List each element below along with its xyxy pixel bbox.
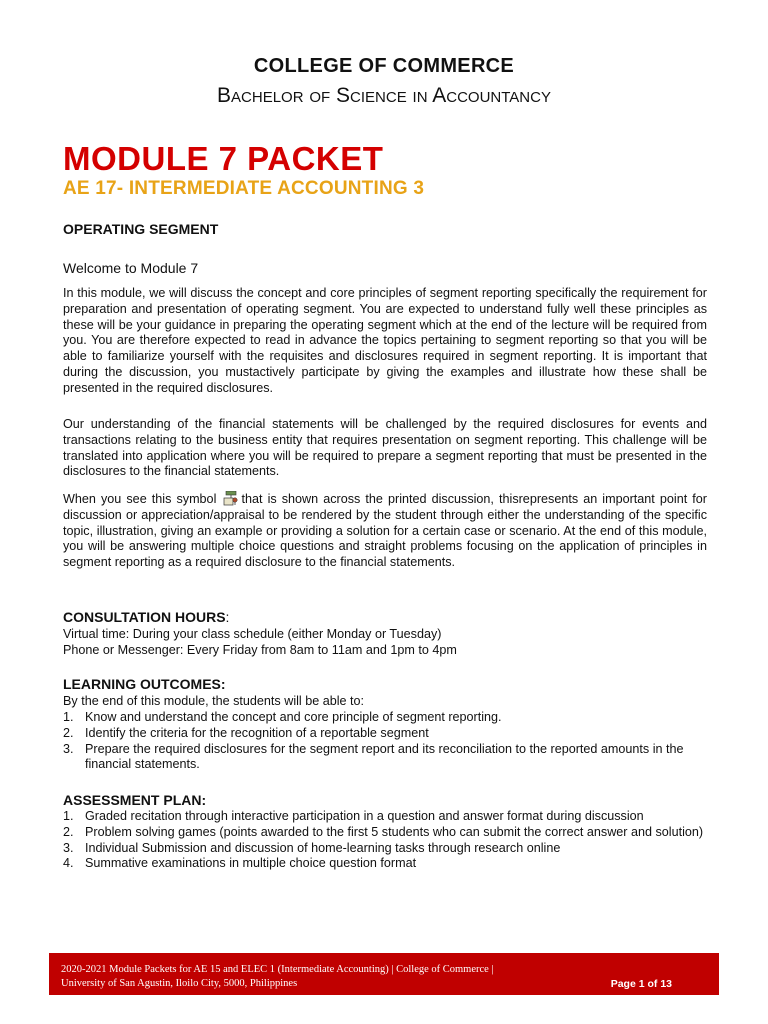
- learning-outcomes-list: [63, 710, 713, 773]
- list-text: Graded recitation through interactive participation in a question and answer format during discussion: [85, 809, 644, 823]
- topic-heading: OPERATING SEGMENT: [63, 221, 219, 237]
- list-item: [63, 710, 713, 726]
- footer-line-2: University of San Agustin, Iloilo City, 5000, Philippines: [61, 978, 298, 989]
- symbol-paragraph-rest: that is shown across the printed discussion, thisrepresents an important point for discussion or appreciation/appraisal to be rendered by the student through either the understanding of the specific topic, illustration, giving an example or providing a solution for a certain case or scenario. At the end of this module, you will be answering multiple choice questions and straight problems focusing on the application of principles in segment reporting as a required disclosure to the financial statements.: [63, 492, 707, 570]
- list-number: 1.: [63, 809, 74, 823]
- list-number: 2.: [63, 725, 74, 740]
- consultation-heading: [63, 609, 229, 625]
- consultation-colon: :: [225, 609, 230, 625]
- list-number: 1.: [63, 710, 74, 724]
- list-text: Prepare the required disclosures for the segment report and its reconciliation to the reported amounts in the financial statements.: [85, 741, 684, 772]
- discussion-symbol-icon: [223, 491, 239, 506]
- list-item: [63, 856, 713, 872]
- consultation-heading-text: CONSULTATION HOURS: [63, 609, 226, 625]
- learning-outcomes-heading: LEARNING OUTCOMES:: [63, 676, 226, 692]
- welcome-text: Welcome to Module 7: [63, 260, 199, 276]
- challenge-paragraph: Our understanding of the financial statements will be challenged by the required disclosures for events and transactions relating to the business entity that requires presentation on segment reporting. This challenge will be translated into application where you will be required to prepare a segment reporting that must be presented in the disclosures to the financial statements.: [63, 417, 707, 479]
- list-item: [63, 809, 713, 825]
- page-number: Page 1 of 13: [610, 978, 672, 990]
- footer-line-1: 2020-2021 Module Packets for AE 15 and ELEC 1 (Intermediate Accounting) | College of Commerce |: [61, 964, 494, 975]
- list-number: 3.: [63, 741, 74, 756]
- consultation-virtual: Virtual time: During your class schedule (either Monday or Tuesday): [63, 627, 442, 641]
- course-title: AE 17- INTERMEDIATE ACCOUNTING 3: [63, 178, 425, 199]
- college-name: COLLEGE OF COMMERCE: [253, 55, 515, 77]
- list-text: Know and understand the concept and core principle of segment reporting.: [85, 710, 502, 724]
- list-item: [63, 841, 713, 857]
- program-name: Bachelor of Science in Accountancy: [217, 84, 551, 107]
- page-footer: [49, 953, 719, 995]
- list-text: Individual Submission and discussion of home-learning tasks through research online: [85, 840, 561, 855]
- list-number: 4.: [63, 856, 74, 871]
- list-item: [63, 726, 713, 742]
- learning-outcomes-intro: By the end of this module, the students will be able to:: [63, 694, 365, 708]
- symbol-paragraph: [63, 491, 707, 571]
- list-number: 2.: [63, 824, 74, 839]
- list-text: Identify the criteria for the recognition of a reportable segment: [85, 725, 429, 740]
- intro-paragraph: In this module, we will discuss the concept and core principles of segment reporting specifically the requirement for preparation and presentation of operating segment. You are expected to understand fully well these principles as these will be your guidance in preparing the operating segment which at the end of the lecture will be required from you. You are therefore expected to read in advance the topics pertaining to segment reporting so that you will be able to familiarize yourself with the requisites and disclosures required in segment reporting. It is important that during the discussion, you mustactively participate by giving the examples and illustrate how these shall be presented in the required disclosures.: [63, 286, 707, 395]
- assessment-plan-heading: ASSESSMENT PLAN:: [63, 792, 207, 808]
- list-item: [63, 742, 713, 774]
- assessment-plan-list: [63, 809, 713, 872]
- module-title: MODULE 7 PACKET: [63, 140, 384, 177]
- list-text: Problem solving games (points awarded to the first 5 students who can submit the correct answer and solution): [85, 824, 704, 839]
- consultation-phone: Phone or Messenger: Every Friday from 8am to 11am and 1pm to 4pm: [63, 643, 457, 657]
- list-number: 3.: [63, 840, 74, 855]
- list-text: Summative examinations in multiple choice question format: [85, 856, 417, 871]
- list-item: [63, 825, 713, 841]
- symbol-paragraph-lead: When you see this symbol: [63, 492, 222, 506]
